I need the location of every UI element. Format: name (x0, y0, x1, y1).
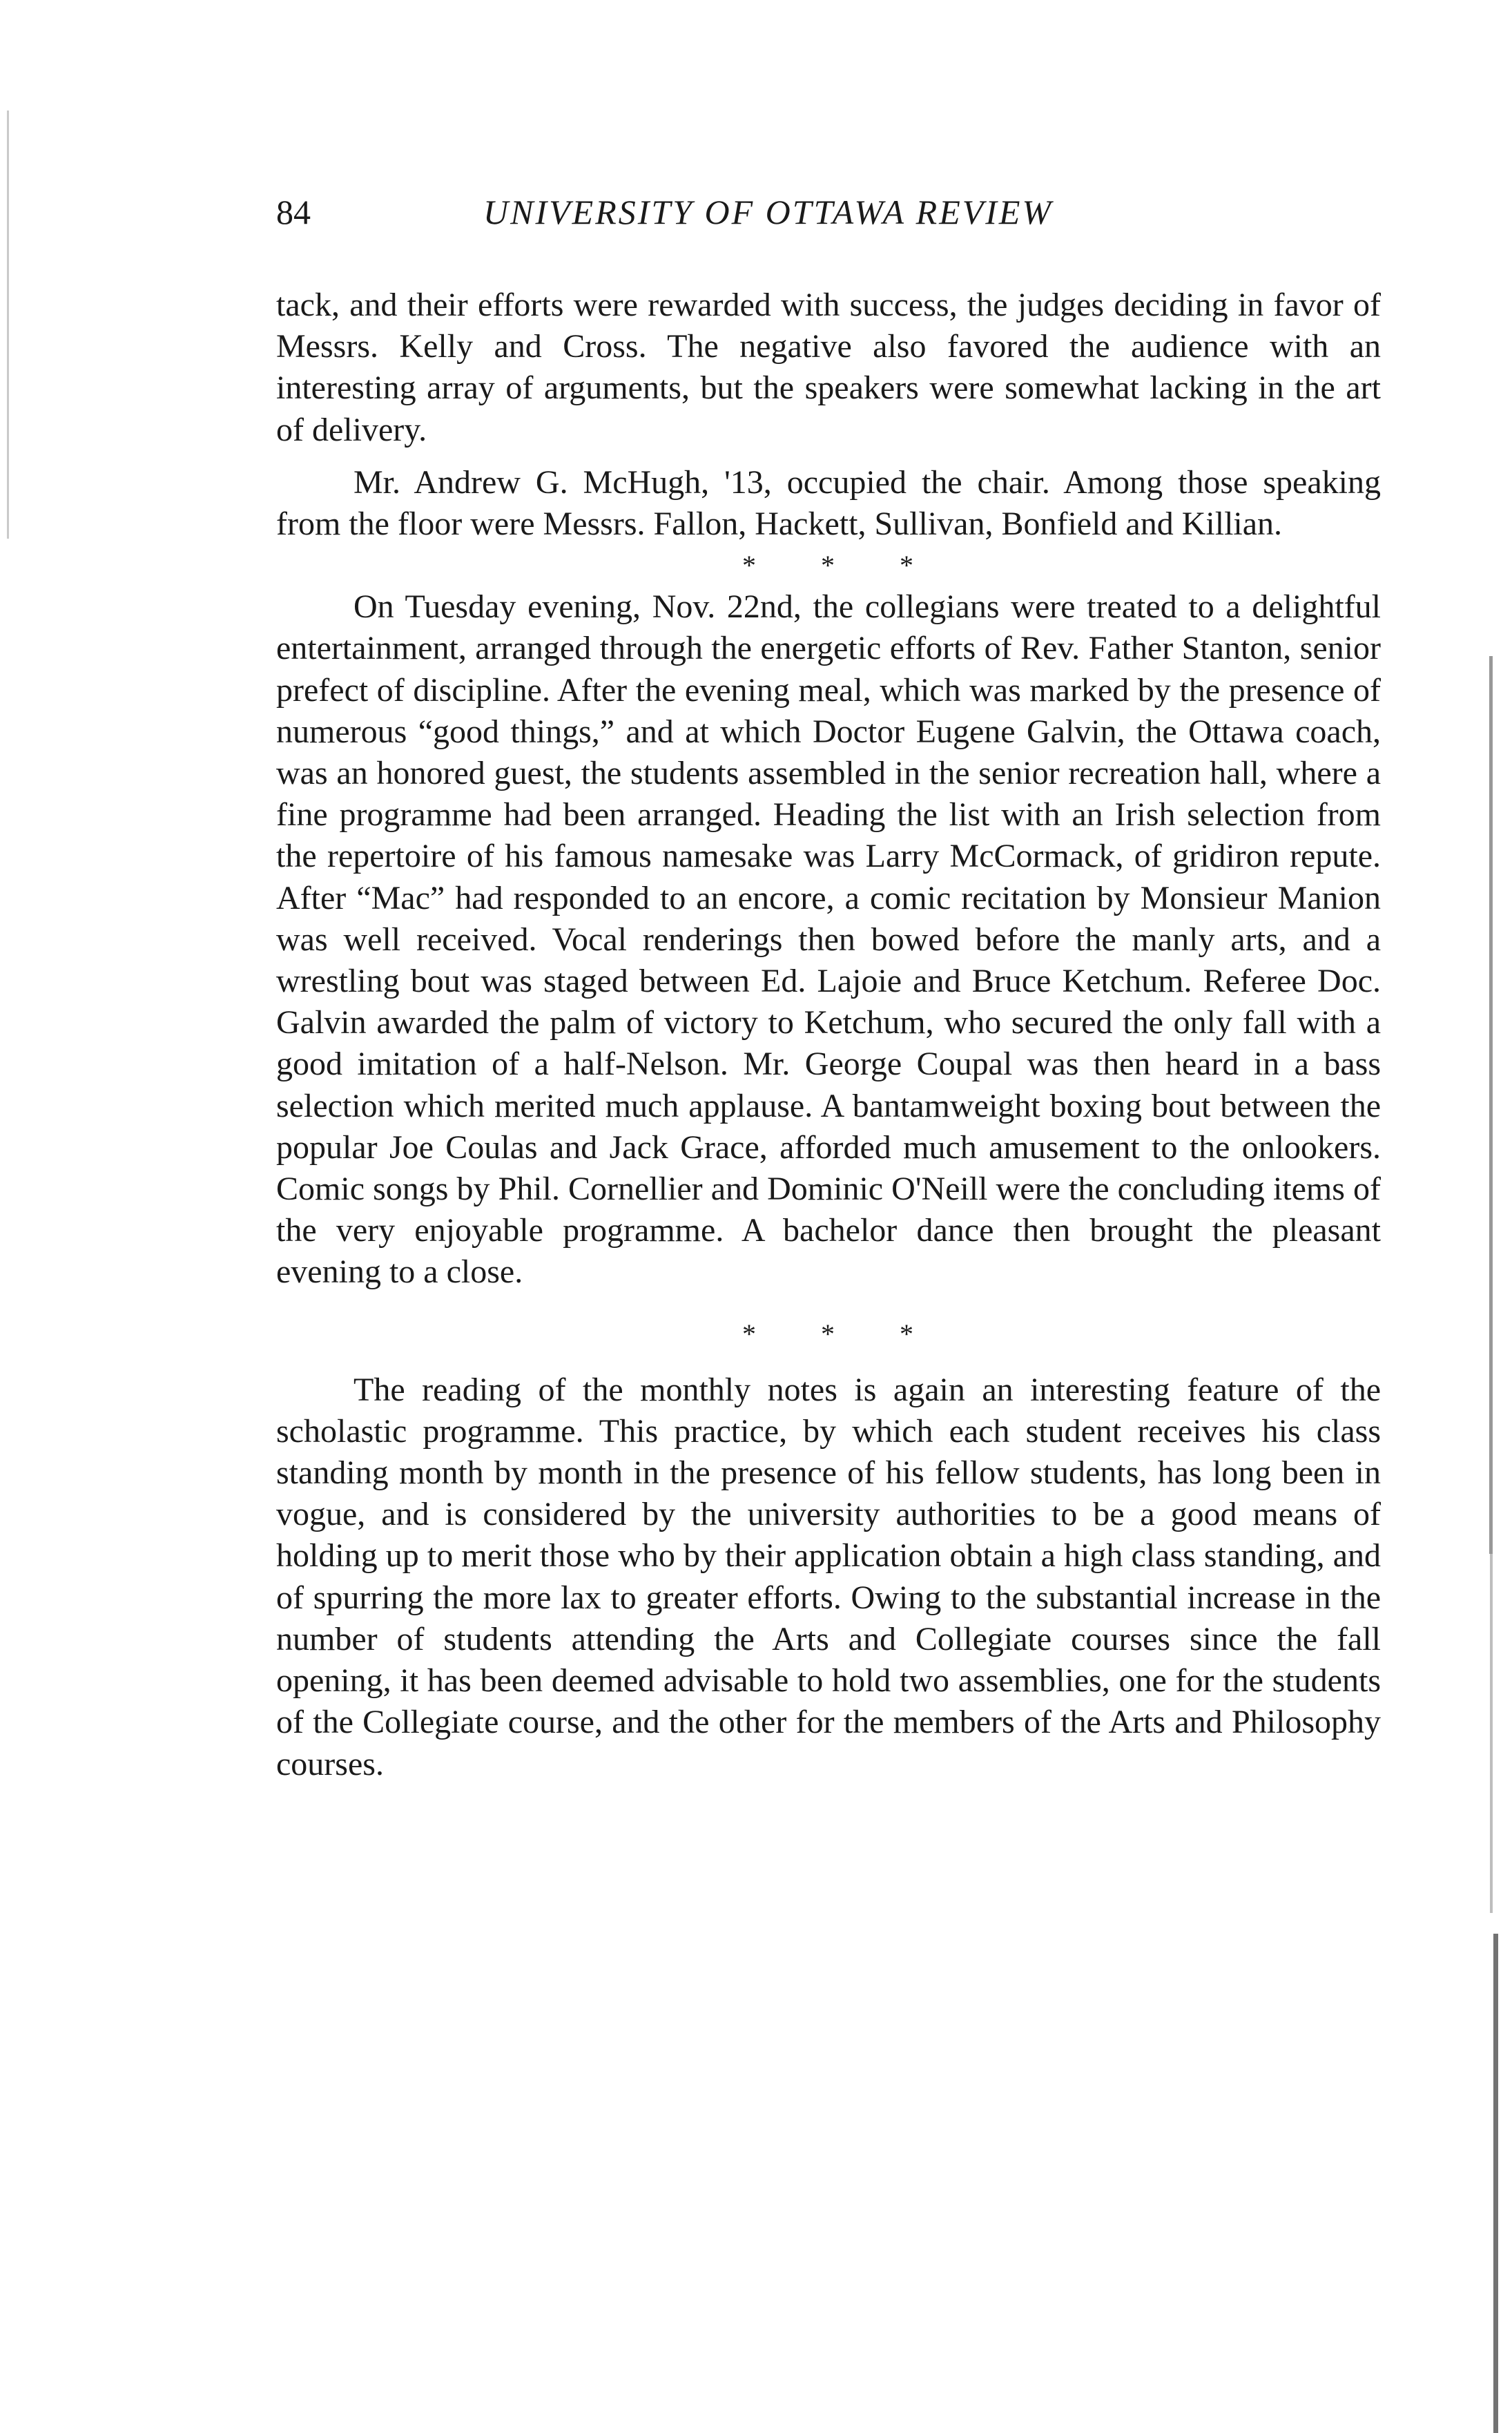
page-header (276, 188, 1381, 236)
body-text (276, 285, 1381, 1785)
scan-edge-mark (1493, 1934, 1498, 2433)
paragraph-monthly-notes: The reading of the monthly notes is again an interesting feature of the scholastic programme. This practice, by which each student receives his class standing month by month in the presence of his fellow students, has long been in vogue, and is considered by the university authorities to be a good means of holding up to merit those who by their application obtain a high class standing, and of spurring the more lax to greater efforts. Owing to the substantial increase in the number of students attending the Arts and Collegiate courses since the fall opening, it has been deemed advisable to hold two assemblies, one for the students of the Collegiate course, and the other for the members of the Arts and Philosophy courses. (276, 1371, 1381, 1782)
section-separator: * * * (742, 550, 942, 581)
page-number: 84 (276, 193, 311, 231)
paragraph-chair: Mr. Andrew G. McHugh, '13, occupied the chair. Among those speaking from the floor were Messrs. Fallon, Hackett, Sullivan, Bonfield and Killian. (276, 463, 1381, 543)
scan-edge-mark (7, 110, 9, 539)
scan-edge-mark (1489, 656, 1493, 1554)
paragraph-entertainment: On Tuesday evening, Nov. 22nd, the collegians were treated to a delightful entertainment, arranged through the energetic efforts of Rev. Father Stanton, senior prefect of discipline. After the evening meal, which was marked by the presence of numerous “good things,” and at which Doctor Eugene Galvin, the Ottawa coach, was an honored guest, the students assembled in the senior recreation hall, where a fine programme had been arranged. Heading the list with an Irish selection from the repertoire of his famous namesake was Larry McCormack, of gridiron repute. After “Mac” had responded to an encore, a comic recitation by Monsieur Manion was well received. Vocal renderings then bowed before the manly arts, and a wrestling bout was staged between Ed. Lajoie and Bruce Ketchum. Referee Doc. Galvin awarded the palm of victory to Ketchum, who secured the only fall with a good imitation of a half-Nelson. Mr. George Coupal was then heard in a bass selection which merited much applause. A bantamweight boxing bout between the popular Joe Coulas and Jack Grace, afforded much amusement to the onlookers. Comic songs by Phil. Cornellier and Dominic O'Neill were the concluding items of the very enjoyable programme. A bachelor dance then brought the pleasant evening to a close. (276, 588, 1381, 1291)
paragraph-debate-continued: tack, and their efforts were rewarded with success, the judges deciding in favor of Messrs. Kelly and Cross. The negative also favored the audience with an interesting array of arguments, but the speakers were somewhat lacking in the art of delivery. (276, 287, 1381, 448)
section-separator: * * * (742, 1318, 942, 1349)
scan-edge-mark (1490, 1554, 1493, 1913)
running-title: UNIVERSITY OF OTTAWA REVIEW (483, 193, 1054, 231)
